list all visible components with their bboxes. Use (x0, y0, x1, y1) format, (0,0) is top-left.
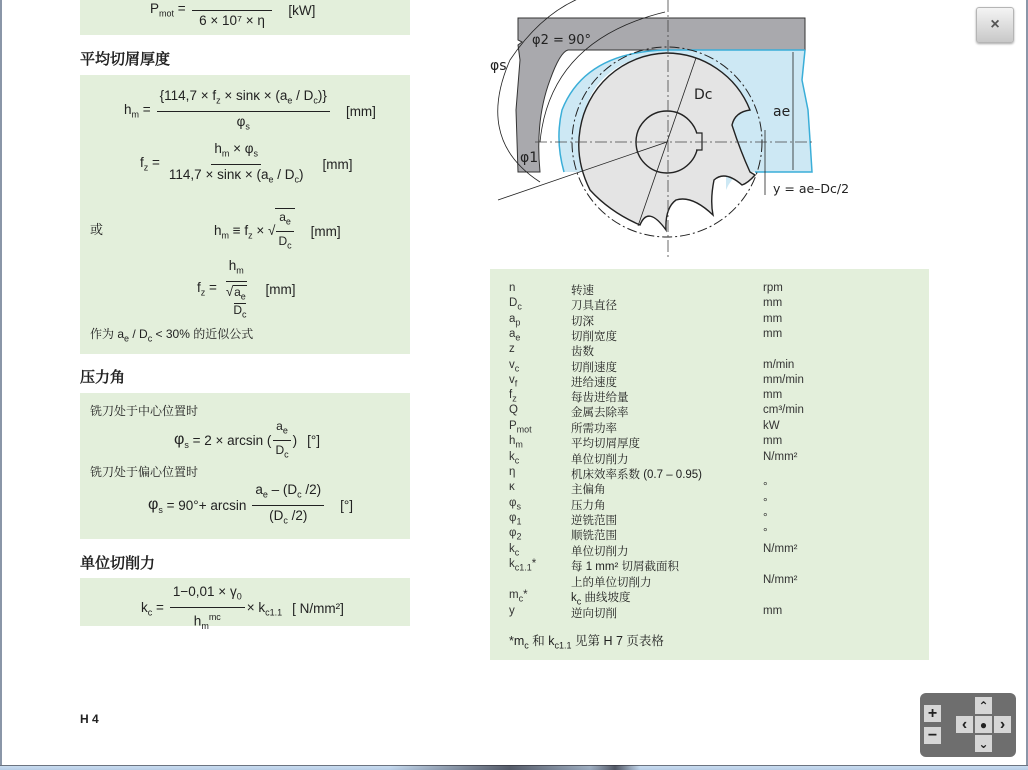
legend-row: $k_{c1.1}*$ 每 1 mm² 切屑截面积 (509, 558, 679, 573)
legend-row: $h_m$ 平均切屑厚度 mm (509, 435, 783, 450)
svg-text:φs: φs (490, 58, 507, 74)
legend-row: $P_{mot}$ 所需功率 kW (509, 420, 780, 435)
pan-down-button[interactable] (975, 735, 992, 752)
legend-row: $v_f$ 进给速度 mm/min (509, 374, 804, 389)
kc-formula: $k_c$ = $\frac{1-0,01 \times \gamma_0}{h_m^{mc}}$ × $k_{c1.1}$ [ N/mm²] (141, 584, 344, 631)
fz-approx-formula: $f_z$ = $h_m$ √ $\frac{a_e}{D_c}$ [mm] (197, 258, 296, 320)
svg-text:ae: ae (773, 104, 791, 120)
legend-row: $f_z$ 每齿进给量 mm (509, 389, 783, 404)
symbol-legend-table (490, 269, 929, 660)
or-label: 或 (90, 222, 104, 237)
legend-row: $k_c$ 单位切削力 N/mm² (509, 543, 798, 558)
chevron-down-icon: ⌄ (978, 736, 989, 751)
legend-row: Q 金属去除率 cm³/min (509, 404, 804, 419)
legend-row: $v_c$ 切削速度 m/min (509, 359, 795, 374)
hm-approx-formula: $h_m \equiv f_z$ × √ $\frac{a_e}{D_c}$ [mm] (214, 208, 341, 255)
legend-row: 上的单位切削力 N/mm² (571, 574, 798, 589)
chevron-up-icon: ⌃ (978, 698, 989, 713)
legend-row: n 转速 rpm (509, 282, 783, 297)
legend-row: y 逆向切削 mm (509, 605, 783, 620)
window-frame-bottom (0, 765, 1028, 770)
milling-cutter-diagram (480, 0, 850, 268)
approx-condition-note: 作为 $a_e / D_c < 30\%$ 的近似公式 (90, 327, 254, 344)
legend-row: η 机床效率系数 (0.7 – 0.95) (509, 466, 703, 481)
legend-row: $a_p$ 切深 mm (509, 313, 783, 328)
fz-formula: $f_z$ = $\frac{h_m \times \varphi_s}{114,7 \times \sin\kappa \times (a_e / D_c)}$ [mm] (140, 141, 353, 185)
pan-center-button[interactable] (975, 716, 992, 733)
offset-position-label: 铣刀处于偏心位置时 (90, 465, 199, 479)
section-heading-pressure-angle: 压力角 (80, 369, 126, 386)
svg-text:φ1: φ1 (520, 150, 539, 166)
legend-row: $\varphi_s$ 压力角 ° (509, 497, 768, 512)
legend-row: $D_c$ 刀具直径 mm (509, 297, 783, 312)
hm-formula: $h_m$ = $\frac{\{114,7 \times f_z \times \sin\kappa \times (a_e / D_c)\}}{\varphi_s}$ [mm] (124, 88, 376, 132)
zoom-in-button[interactable]: + (924, 705, 941, 722)
pan-left-button[interactable] (956, 716, 973, 733)
pmot-formula: $P_{mot}$ = 6 × 10⁷ × η [kW] (150, 0, 315, 32)
legend-row: $k_c$ 单位切削力 N/mm² (509, 451, 798, 466)
dot-icon: ● (979, 717, 988, 732)
chevron-right-icon: › (999, 715, 1006, 733)
svg-text:φ2 = 90°: φ2 = 90° (532, 33, 592, 48)
phis-offset-formula: $\varphi_s$ = 90°+ arcsin $\frac{a_e - (D_c /2)}{(D_c /2)}$ [°] (148, 482, 354, 526)
svg-text:Dc: Dc (694, 87, 713, 103)
center-position-label: 铣刀处于中心位置时 (90, 404, 199, 418)
chevron-left-icon: ‹ (961, 715, 968, 733)
section-heading-specific-cutting-force: 单位切削力 (80, 555, 156, 572)
legend-row: $\varphi_2$ 顺铣范围 ° (509, 527, 768, 542)
legend-row: $\varphi_1$ 逆铣范围 ° (509, 512, 768, 527)
pan-up-button[interactable] (975, 697, 992, 714)
window-frame-left (0, 0, 2, 770)
pan-right-button[interactable] (994, 716, 1011, 733)
phis-center-formula: $\varphi_s$ = 2 × arcsin ( $\frac{a_e}{D_c}$ ) [°] (174, 419, 321, 460)
legend-row: z 齿数 (509, 343, 594, 358)
close-icon: × (990, 16, 1000, 33)
zoom-out-button[interactable]: − (924, 727, 941, 744)
page-number: H 4 (80, 712, 99, 726)
legend-row: $a_e$ 切削宽度 mm (509, 328, 783, 343)
legend-row: κ 主偏角 ° (509, 481, 768, 496)
legend-footnote: $*m_c$ 和 $k_{c1.1}$ 见第 H 7 页表格 (509, 634, 664, 651)
close-button[interactable] (976, 7, 1014, 43)
svg-text:y = ae–Dc/2: y = ae–Dc/2 (773, 181, 850, 196)
legend-row: $m_c*$ $k_c$ 曲线坡度 (509, 589, 631, 607)
section-heading-mean-chip-thickness: 平均切屑厚度 (80, 51, 171, 68)
zoom-pan-controls (920, 693, 1016, 757)
